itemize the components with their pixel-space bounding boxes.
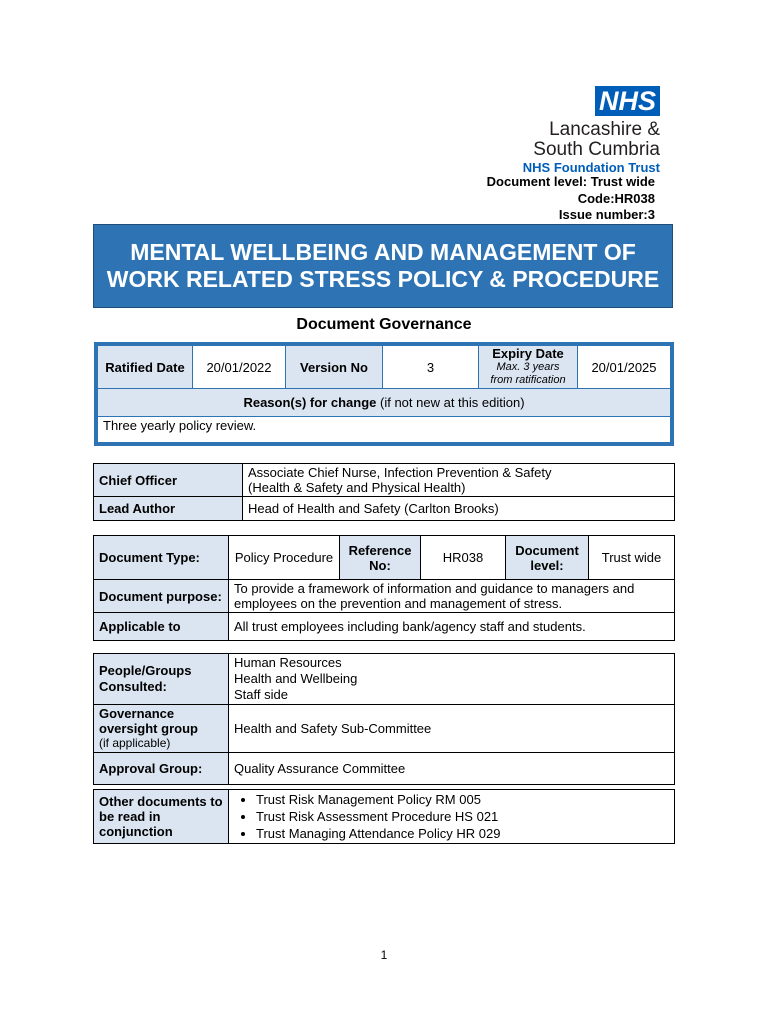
document-type-label: Document Type: xyxy=(94,536,229,580)
reason-label-text: Reason(s) for change xyxy=(243,395,377,410)
version-label: Version No xyxy=(286,346,383,389)
oversight-group-note: (if applicable) xyxy=(99,736,171,750)
page-number: 1 xyxy=(380,948,388,962)
document-code: Code:HR038 xyxy=(577,190,655,206)
document-level: Document level: Trust wide xyxy=(486,174,655,189)
other-documents-label: Other documents to be read in conjunction xyxy=(94,790,229,844)
people-consulted-label: People/Groups Consulted: xyxy=(94,654,229,705)
governance-table xyxy=(94,342,674,446)
reason-for-change-label xyxy=(98,389,671,417)
people-consulted-values xyxy=(229,654,675,705)
other-documents-list-cell xyxy=(229,790,675,844)
reason-label-note: (if not new at this edition) xyxy=(380,395,525,410)
document-info-table xyxy=(93,535,675,641)
expiry-date-label-cell xyxy=(479,346,578,389)
consulted-group: Health and Wellbeing xyxy=(234,671,358,686)
consulted-group: Human Resources xyxy=(234,655,342,670)
chief-officer-value-cell xyxy=(243,464,675,497)
consulted-group: Staff side xyxy=(234,687,288,702)
list-item: • Trust Risk Management Policy RM 005 xyxy=(256,791,669,808)
chief-officer-value-line1: Associate Chief Nurse, Infection Prevention & Safety xyxy=(248,465,552,480)
ratified-date-value: 20/01/2022 xyxy=(193,346,286,389)
document-level-label: Document level: xyxy=(506,536,589,580)
consultation-table xyxy=(93,653,675,785)
org-name-line3: NHS Foundation Trust xyxy=(522,160,660,175)
other-documents-list xyxy=(234,791,669,842)
applicable-to-value: All trust employees including bank/agency staff and students. xyxy=(229,613,675,641)
list-item: • Trust Managing Attendance Policy HR 029 xyxy=(256,825,669,842)
lead-author-label: Lead Author xyxy=(94,497,243,521)
other-documents-table xyxy=(93,789,675,844)
expiry-date-label: Expiry Date xyxy=(492,346,564,361)
reference-no-value: HR038 xyxy=(421,536,506,580)
reference-no-label: Reference No: xyxy=(340,536,421,580)
document-purpose-label: Document purpose: xyxy=(94,580,229,613)
document-meta xyxy=(487,174,655,224)
approval-group-value: Quality Assurance Committee xyxy=(229,753,675,785)
version-value: 3 xyxy=(383,346,479,389)
org-name-line1: Lancashire & xyxy=(549,119,660,140)
governance-heading: Document Governance xyxy=(296,316,472,333)
applicable-to-label: Applicable to xyxy=(94,613,229,641)
issue-number: Issue number:3 xyxy=(558,207,655,222)
nhs-logo xyxy=(500,86,660,176)
expiry-date-note: Max. 3 years from ratification xyxy=(490,361,566,386)
chief-officer-value-line2: (Health & Safety and Physical Health) xyxy=(248,480,466,495)
oversight-group-label: Governance oversight group xyxy=(99,706,198,736)
oversight-group-label-cell xyxy=(94,705,229,753)
officers-table xyxy=(93,463,675,521)
document-type-value: Policy Procedure xyxy=(229,536,340,580)
org-name-line2: South Cumbria xyxy=(533,139,660,160)
expiry-date-value: 20/01/2025 xyxy=(578,346,671,389)
oversight-group-value: Health and Safety Sub-Committee xyxy=(229,705,675,753)
approval-group-label: Approval Group: xyxy=(94,753,229,785)
chief-officer-label: Chief Officer xyxy=(94,464,243,497)
reason-for-change-value: Three yearly policy review. xyxy=(98,417,671,443)
document-level-value: Trust wide xyxy=(589,536,675,580)
lead-author-value: Head of Health and Safety (Carlton Brooks) xyxy=(243,497,675,521)
ratified-date-label: Ratified Date xyxy=(98,346,193,389)
list-item: • Trust Risk Assessment Procedure HS 021 xyxy=(256,808,669,825)
document-purpose-value: To provide a framework of information and guidance to managers and employees on the prevention and management of stress. xyxy=(229,580,675,613)
document-title: MENTAL WELLBEING AND MANAGEMENT OF WORK RELATED STRESS POLICY & PROCEDURE xyxy=(93,224,673,308)
nhs-logo-mark: NHS xyxy=(595,86,660,116)
